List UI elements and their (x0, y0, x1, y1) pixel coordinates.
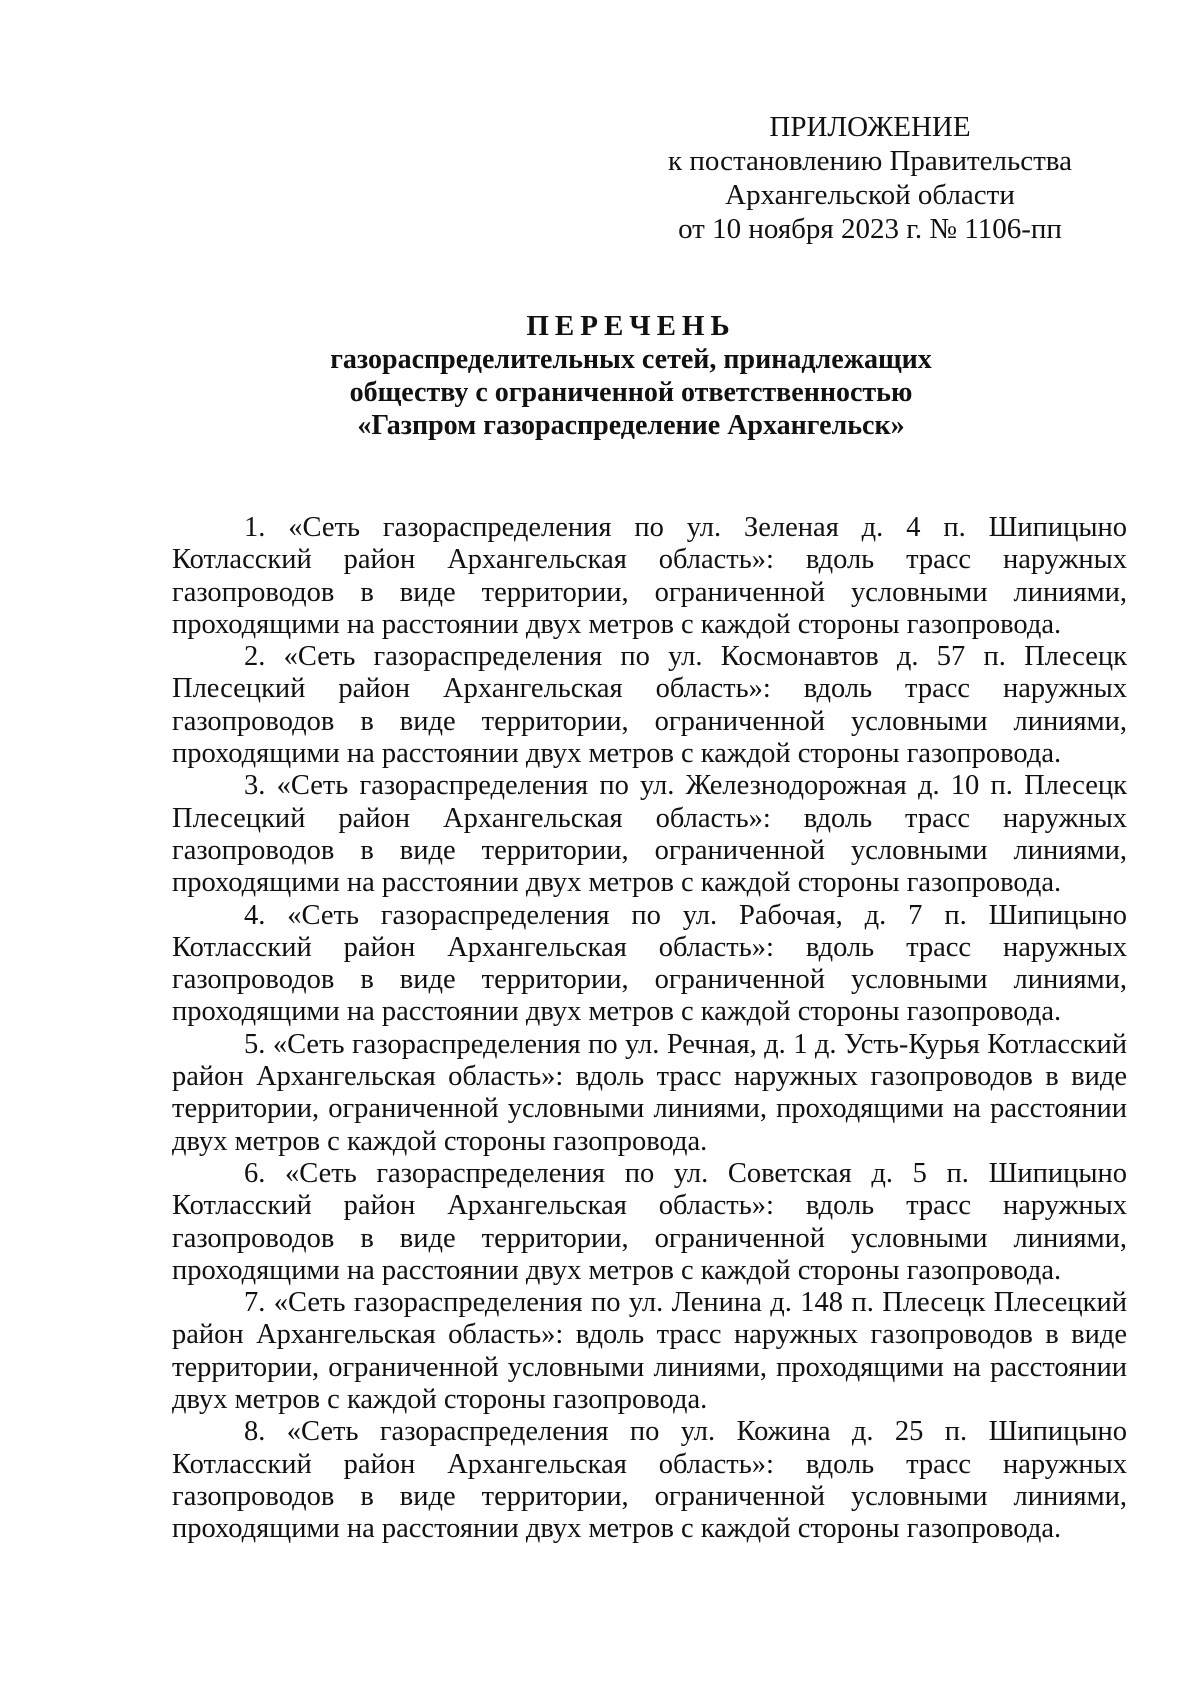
list-item: 5. «Сеть газораспределения по ул. Речная, д. 1 д. Усть-Курья Котласский район Архангельская область»: вдоль трасс наружных газопроводов в виде территории, ограниченной условными линиями, проходящими на расстоянии двух метров с каждой стороны газопровода. (172, 1028, 1127, 1157)
list-item: 2. «Сеть газораспределения по ул. Космонавтов д. 57 п. Плесецк Плесецкий район Архангельская область»: вдоль трасс наружных газопроводов в виде территории, ограниченной условными линиями, проходящими на расстоянии двух метров с каждой стороны газопровода. (172, 641, 1127, 770)
annex-date-number: от 10 ноября 2023 г. № 1106-пп (678, 213, 1062, 245)
annex-region: Архангельской области (725, 179, 1015, 211)
item-list (172, 512, 1127, 1546)
annex-reference: к постановлению Правительства (668, 145, 1072, 177)
title-line-2: обществу с ограниченной ответственностью (349, 377, 913, 408)
document-title (172, 310, 1090, 442)
list-item: 1. «Сеть газораспределения по ул. Зеленая д. 4 п. Шипицыно Котласский район Архангельская область»: вдоль трасс наружных газопроводов в виде территории, ограниченной условными линиями, проходящими на расстоянии двух метров с каждой стороны газопровода. (172, 512, 1127, 640)
title-heading: ПЕРЕЧЕНЬ (526, 310, 736, 342)
annex-label: ПРИЛОЖЕНИЕ (769, 111, 971, 143)
list-item: 8. «Сеть газораспределения по ул. Кожина д. 25 п. Шипицыно Котласский район Архангельская область»: вдоль трасс наружных газопроводов в виде территории, ограниченной условными линиями, проходящими на расстоянии двух метров с каждой стороны газопровода. (172, 1416, 1127, 1545)
list-item: 7. «Сеть газораспределения по ул. Ленина д. 148 п. Плесецк Плесецкий район Архангельская область»: вдоль трасс наружных газопроводов в виде территории, ограниченной условными линиями, проходящими на расстоянии двух метров с каждой стороны газопровода. (172, 1287, 1127, 1416)
list-item: 6. «Сеть газораспределения по ул. Советская д. 5 п. Шипицыно Котласский район Архангельская область»: вдоль трасс наружных газопроводов в виде территории, ограниченной условными линиями, проходящими на расстоянии двух метров с каждой стороны газопровода. (172, 1157, 1127, 1286)
annex-header (650, 110, 1090, 246)
title-line-3: «Газпром газораспределение Архангельск» (357, 410, 905, 441)
title-line-1: газораспределительных сетей, принадлежащих (330, 344, 932, 375)
list-item: 3. «Сеть газораспределения по ул. Железнодорожная д. 10 п. Плесецк Плесецкий район Архангельская область»: вдоль трасс наружных газопроводов в виде территории, ограниченной условными линиями, проходящими на расстоянии двух метров с каждой стороны газопровода. (172, 770, 1127, 899)
list-item: 4. «Сеть газораспределения по ул. Рабочая, д. 7 п. Шипицыно Котласский район Архангельская область»: вдоль трасс наружных газопроводов в виде территории, ограниченной условными линиями, проходящими на расстоянии двух метров с каждой стороны газопровода. (172, 899, 1127, 1028)
